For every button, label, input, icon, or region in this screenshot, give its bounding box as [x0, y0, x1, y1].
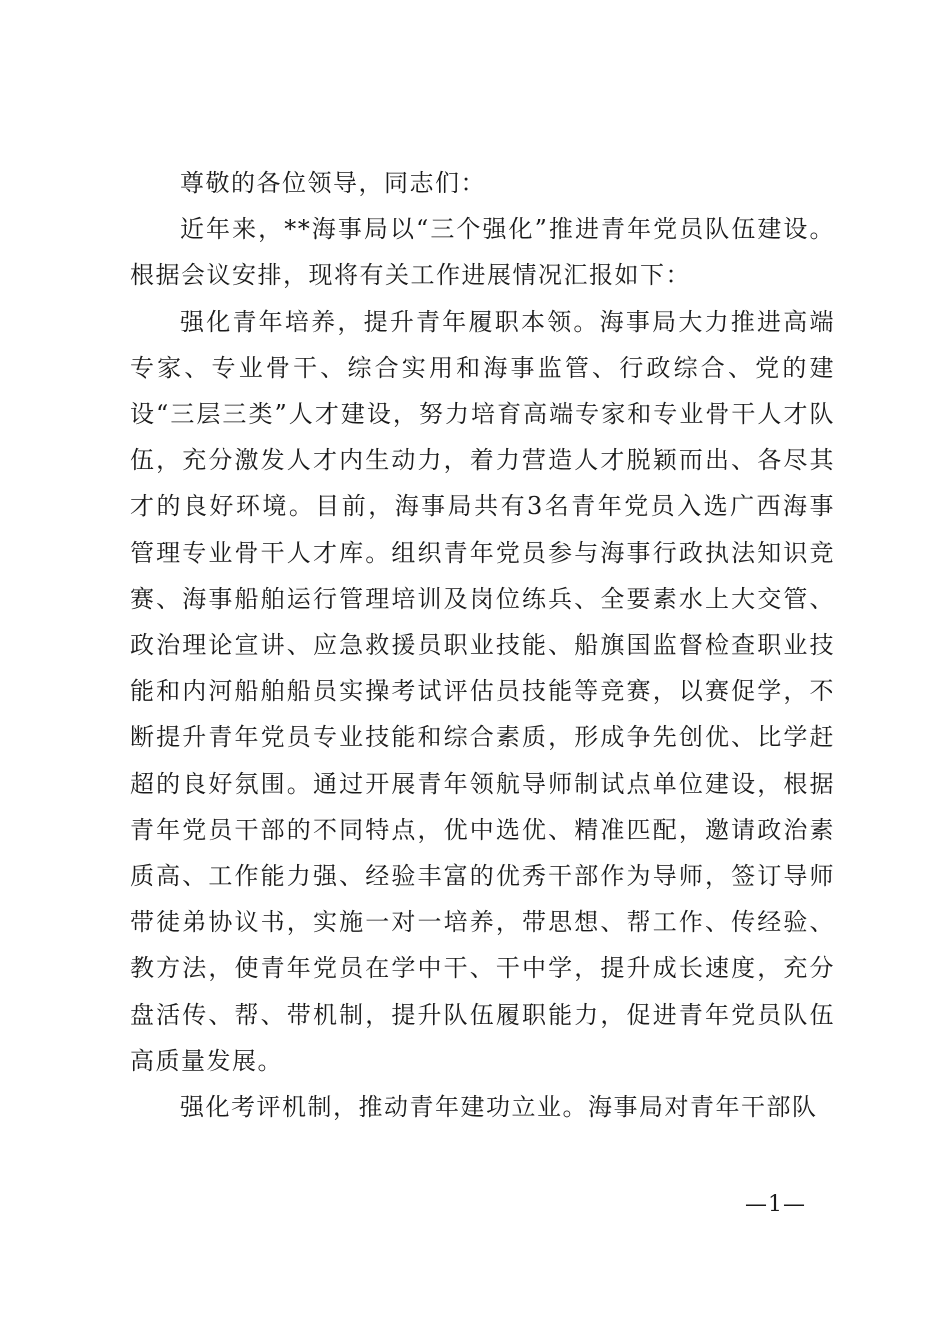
- paragraph-evaluation: 强化考评机制，推动青年建功立业。海事局对青年干部队: [180, 1093, 818, 1122]
- greeting: 尊敬的各位领导，同志们：: [180, 169, 486, 197]
- paragraph-training: 强化青年培养，提升青年履职本领。海事局大力推进高端专家、专业骨干、综合实用和海事监管、行政综合、党的建设“三层三类”人才建设，努力培育高端专家和专业骨干人才队伍，充分激发人才内生动力，着力营造人才脱颖而出、各尽其才的良好环境。目前，海事局共有3名青年党员入选广西海事管理专业骨干人才库。组织青年党员参与海事行政执法知识竞赛、海事船舶运行管理培训及岗位练兵、全要素水上大交管、政治理论宣讲、应急救援员职业技能、船旗国监督检查职业技能和内河船舶船员实操考试评估员技能等竞赛，以赛促学，不断提升青年党员专业技能和综合素质，形成争先创优、比学赶超的良好氛围。通过开展青年领航导师制试点单位建设，根据青年党员干部的不同特点，优中选优、精准匹配，邀请政治素质高、工作能力强、经验丰富的优秀干部作为导师，签订导师带徒弟协议书，实施一对一培养，带思想、帮工作、传经验、教方法，使青年党员在学中干、干中学，提升成长速度，充分盘活传、帮、带机制，提升队伍履职能力，促进青年党员队伍高质量发展。: [130, 307, 835, 1075]
- page-number: —1—: [745, 1192, 806, 1217]
- paragraph-intro: 近年来，**海事局以“三个强化”推进青年党员队伍建设。根据会议安排，现将有关工作进展情况汇报如下：: [130, 215, 835, 290]
- document-body: [130, 160, 835, 1130]
